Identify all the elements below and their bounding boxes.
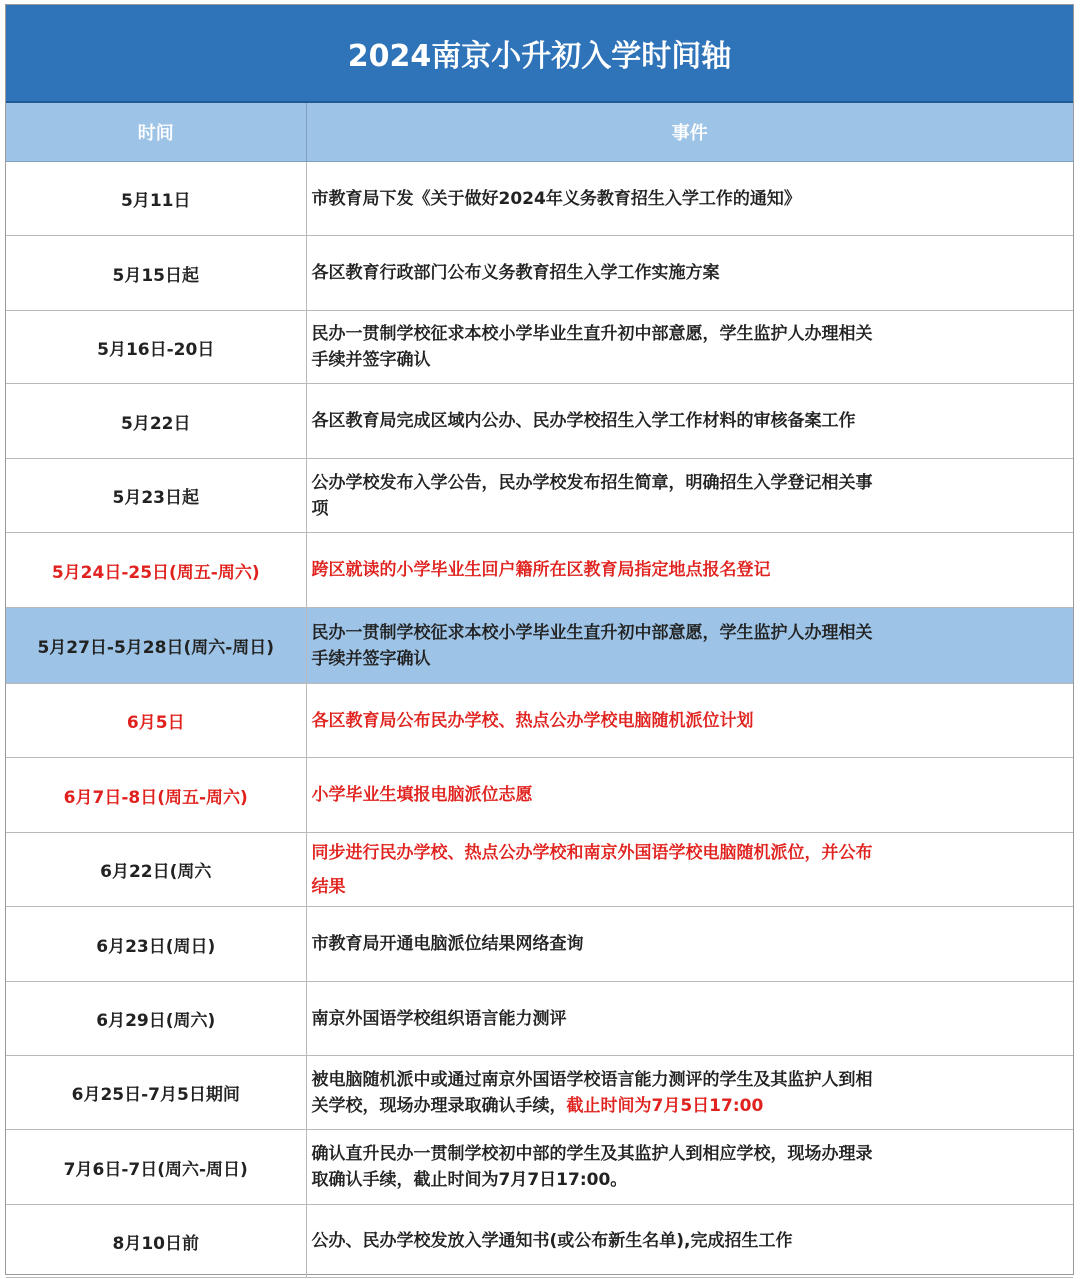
row-event: 确认直升民办一贯制学校初中部的学生及其监护人到相应学校，现场办理录取确认手续，截止时间为7月7日17:00。 — [311, 1144, 873, 1190]
row-time: 8月10日前 — [6, 1205, 306, 1278]
row-time: 7月6日-7日(周六-周日) — [6, 1130, 306, 1205]
row-time: 5月23日起 — [6, 459, 306, 533]
row-time: 5月27日-5月28日(周六-周日) — [6, 608, 306, 684]
table-row — [6, 1056, 1073, 1130]
row-event: 公办学校发布入学公告，民办学校发布招生简章，明确招生入学登记相关事项 — [311, 472, 873, 519]
row-time: 6月29日(周六) — [6, 982, 306, 1056]
table-row-red — [6, 684, 1073, 758]
table-row — [6, 982, 1073, 1056]
row-event: 民办一贯制学校征求本校小学毕业生直升初中部意愿，学生监护人办理相关手续并签字确认 — [311, 622, 873, 669]
table-row — [6, 459, 1073, 533]
row-event: 各区教育行政部门公布义务教育招生入学工作实施方案 — [311, 263, 720, 283]
table-row — [6, 384, 1073, 459]
row-event: 民办一贯制学校征求本校小学毕业生直升初中部意愿，学生监护人办理相关手续并签字确认 — [311, 324, 873, 370]
row-time: 5月22日 — [6, 384, 306, 459]
row-event: 各区教育局公布民办学校、热点公办学校电脑随机派位计划 — [311, 710, 754, 731]
row-event: 公办、民办学校发放入学通知书(或公布新生名单),完成招生工作 — [311, 1231, 793, 1251]
table-row — [6, 1205, 1073, 1278]
table-row — [6, 907, 1073, 982]
header-event: 事件 — [306, 103, 1073, 162]
row-time: 5月24日-25日(周五-周六) — [6, 533, 306, 608]
table-row — [6, 1130, 1073, 1205]
table-row-highlighted — [6, 608, 1073, 684]
row-time: 6月7日-8日(周五-周六) — [6, 758, 306, 833]
row-time: 5月15日起 — [6, 236, 306, 311]
row-time: 5月16日-20日 — [6, 311, 306, 384]
header-row — [6, 103, 1073, 162]
row-time: 6月5日 — [6, 684, 306, 758]
row-time: 6月25日-7月5日期间 — [6, 1056, 306, 1130]
row-event: 市教育局开通电脑派位结果网络查询 — [311, 934, 584, 954]
row-event: 市教育局下发《关于做好2024年义务教育招生入学工作的通知》 — [311, 188, 801, 209]
page-title: 2024南京小升初入学时间轴 — [6, 5, 1073, 103]
row-event: 各区教育局完成区域内公办、民办学校招生入学工作材料的审核备案工作 — [311, 411, 856, 431]
header-time: 时间 — [6, 103, 306, 162]
row-event: 同步进行民办学校、热点公办学校和南京外国语学校电脑随机派位，并公布结果 — [311, 842, 873, 897]
table-row — [6, 236, 1073, 311]
row-event-deadline: 截止时间为7月5日17:00 — [566, 1095, 764, 1116]
timeline-sheet — [5, 4, 1074, 1275]
table-row-red — [6, 758, 1073, 833]
row-time: 6月22日(周六 — [6, 833, 306, 907]
row-time: 6月23日(周日) — [6, 907, 306, 982]
table-row — [6, 311, 1073, 384]
row-time: 5月11日 — [6, 162, 306, 236]
row-event: 小学毕业生填报电脑派位志愿 — [311, 785, 533, 805]
table-row — [6, 833, 1073, 907]
table-row — [6, 162, 1073, 236]
table-row-red — [6, 533, 1073, 608]
row-event: 南京外国语学校组织语言能力测评 — [311, 1008, 567, 1029]
row-event: 跨区就读的小学毕业生回户籍所在区教育局指定地点报名登记 — [311, 560, 771, 580]
timeline-table — [6, 103, 1073, 1278]
row-event: 被电脑随机派中或通过南京外国语学校语言能力测评的学生及其监护人到相关学校，现场办理录取确认手续， — [311, 1069, 873, 1116]
